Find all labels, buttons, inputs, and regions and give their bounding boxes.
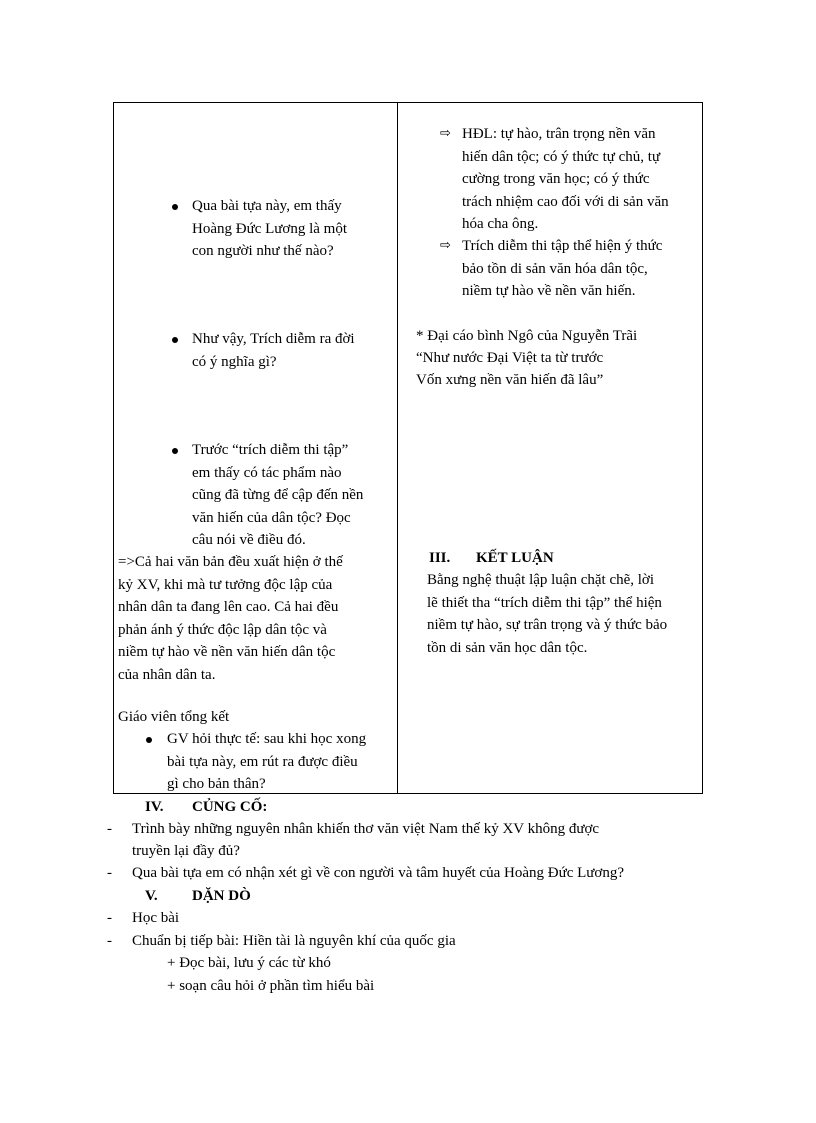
bullet-icon bbox=[172, 204, 178, 210]
bullet-icon bbox=[146, 737, 152, 743]
dash: - bbox=[107, 910, 112, 926]
teacher-summary-label: Giáo viên tổng kết bbox=[118, 709, 230, 725]
dash: - bbox=[107, 865, 112, 881]
arrow-right-icon: ⇨ bbox=[440, 126, 451, 141]
arrow-right-icon: ⇨ bbox=[440, 238, 451, 253]
section-5-title: DẶN DÒ bbox=[192, 888, 251, 904]
section-4-number: IV. bbox=[145, 799, 164, 815]
bullet-icon bbox=[172, 337, 178, 343]
column-divider bbox=[397, 103, 398, 793]
section-3-title: KẾT LUẬN bbox=[476, 550, 554, 566]
section-5-number: V. bbox=[145, 888, 158, 904]
section-3-number: III. bbox=[429, 550, 451, 566]
lesson-table: Qua bài tựa này, em thấy Hoàng Đức Lương là một con người như thế nào? Như vậy, Trích diễm ra đời có ý nghĩa gì? Trước “trích diễm thi tập” em thấy có tác phẩm nào cũng đã từng để cập đến nền văn hiến của dân tộc? Đọc câu nói về điều đó. =>Cả hai văn bản đều xuất hiện ở thế kỷ XV, khi mà tư tưởng độc lập của nhân dân ta đang lên cao. Cả hai đều phản ánh ý thức độc lập dân tộc và niềm tự hào về nền văn hiến dân tộc của nhân dân ta. Giáo viên tổng kết GV hỏi thực tế: sau khi học xong bài tựa này, em rút ra được điều gì cho bản thân? ⇨ HĐL: tự hào, trân trọng nền văn hiến dân tộc; có ý thức tự chủ, tự cường trong văn học; có ý thức trách nhiệm cao đối với di sản văn hóa cha ông. ⇨ Trích diễm thi tập thể hiện ý thức bảo tồn di sản văn hóa dân tộc, niềm tự hào về nền văn hiến. * Đại cáo bình Ngô của Nguyễn Trãi “Như nước Đại Việt ta từ trước Vốn xưng nền văn hiến đã lâu” III. KẾT LUẬN Bằng nghệ thuật lập luận chặt chẽ, lời lẽ thiết tha “trích diễm thi tập” thể hiện niềm tự hào, sự trân trọng và ý thức bảo tồn di sản văn học dân tộc. bbox=[113, 102, 703, 794]
bullet-icon bbox=[172, 448, 178, 454]
dash: - bbox=[107, 933, 112, 949]
section-4-title: CỦNG CỐ: bbox=[192, 799, 268, 815]
dash: - bbox=[107, 821, 112, 837]
